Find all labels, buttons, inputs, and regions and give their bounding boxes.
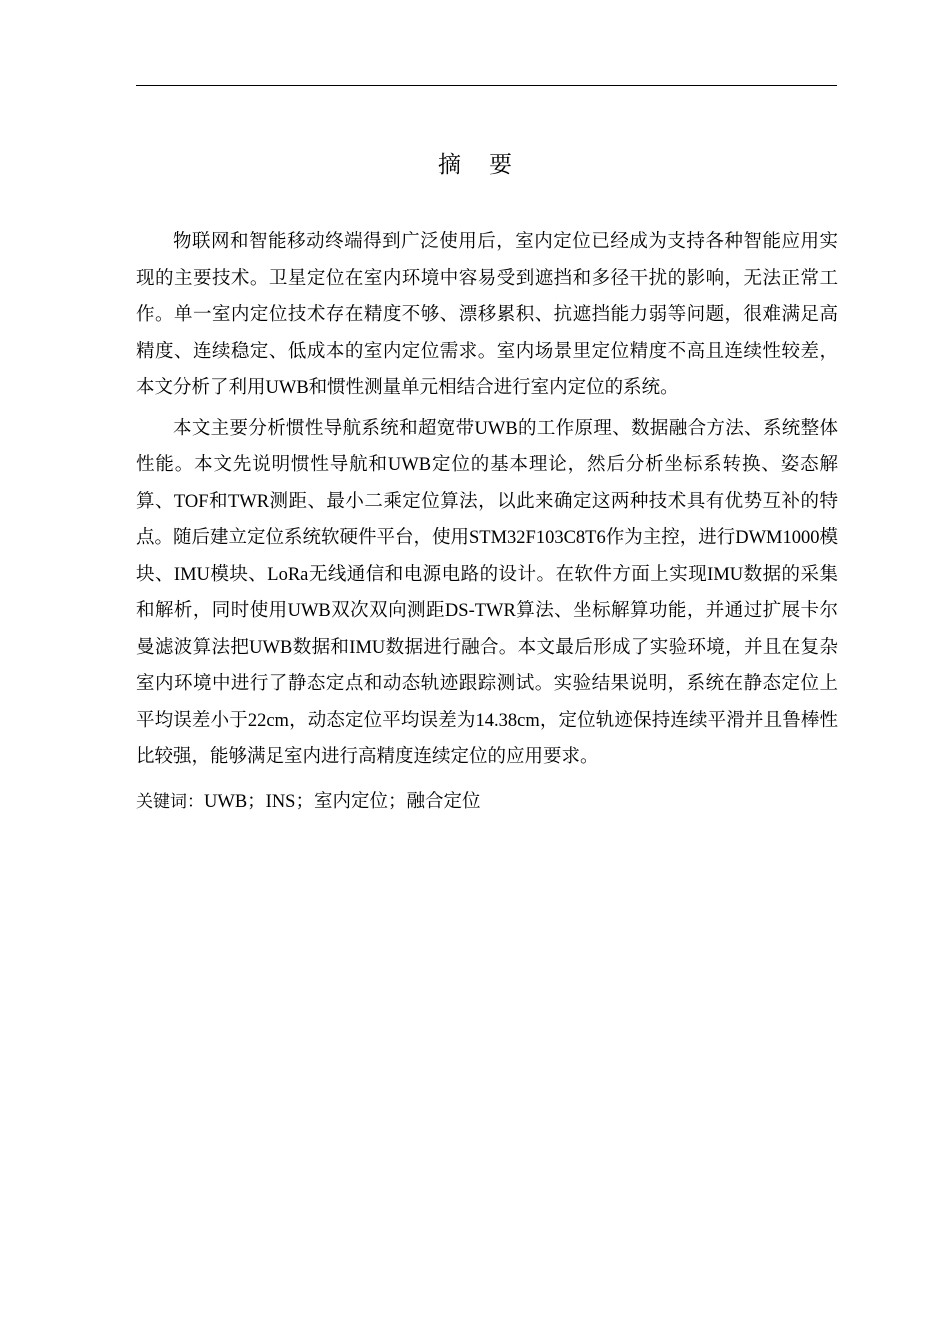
- keywords-value: UWB；INS；室内定位；融合定位: [204, 791, 481, 812]
- abstract-body: [136, 224, 838, 818]
- keywords-line: [136, 786, 838, 818]
- abstract-paragraph-1: 物联网和智能移动终端得到广泛使用后，室内定位已经成为支持各种智能应用实现的主要技术。卫星定位在室内环境中容易受到遮挡和多径干扰的影响，无法正常工作。单一室内定位技术存在精度不够、漂移累积、抗遮挡能力弱等问题，很难满足高精度、连续稳定、低成本的室内定位需求。室内场景里定位精度不高且连续性较差，本文分析了利用UWB和惯性测量单元相结合进行室内定位的系统。: [136, 232, 838, 398]
- keywords-label: 关键词：: [136, 791, 204, 812]
- abstract-paragraph-2: 本文主要分析惯性导航系统和超宽带UWB的工作原理、数据融合方法、系统整体性能。本文先说明惯性导航和UWB定位的基本理论，然后分析坐标系转换、姿态解算、TOF和TWR测距、最小二乘定位算法，以此来确定这两种技术具有优势互补的特点。随后建立定位系统软硬件平台，使用STM32F103C8T6作为主控，进行DWM1000模块、IMU模块、LoRa无线通信和电源电路的设计。在软件方面上实现IMU数据的采集和解析，同时使用UWB双次双向测距DS-TWR算法、坐标解算功能，并通过扩展卡尔曼滤波算法把UWB数据和IMU数据进行融合。本文最后形成了实验环境，并且在复杂室内环境中进行了静态定点和动态轨迹跟踪测试。实验结果说明，系统在静态定位上平均误差小于22cm，动态定位平均误差为14.38cm，定位轨迹保持连续平滑并且鲁棒性比较强，能够满足室内进行高精度连续定位的应用要求。: [136, 418, 838, 767]
- page-title: 摘要: [438, 152, 540, 178]
- header-rule: [136, 85, 837, 86]
